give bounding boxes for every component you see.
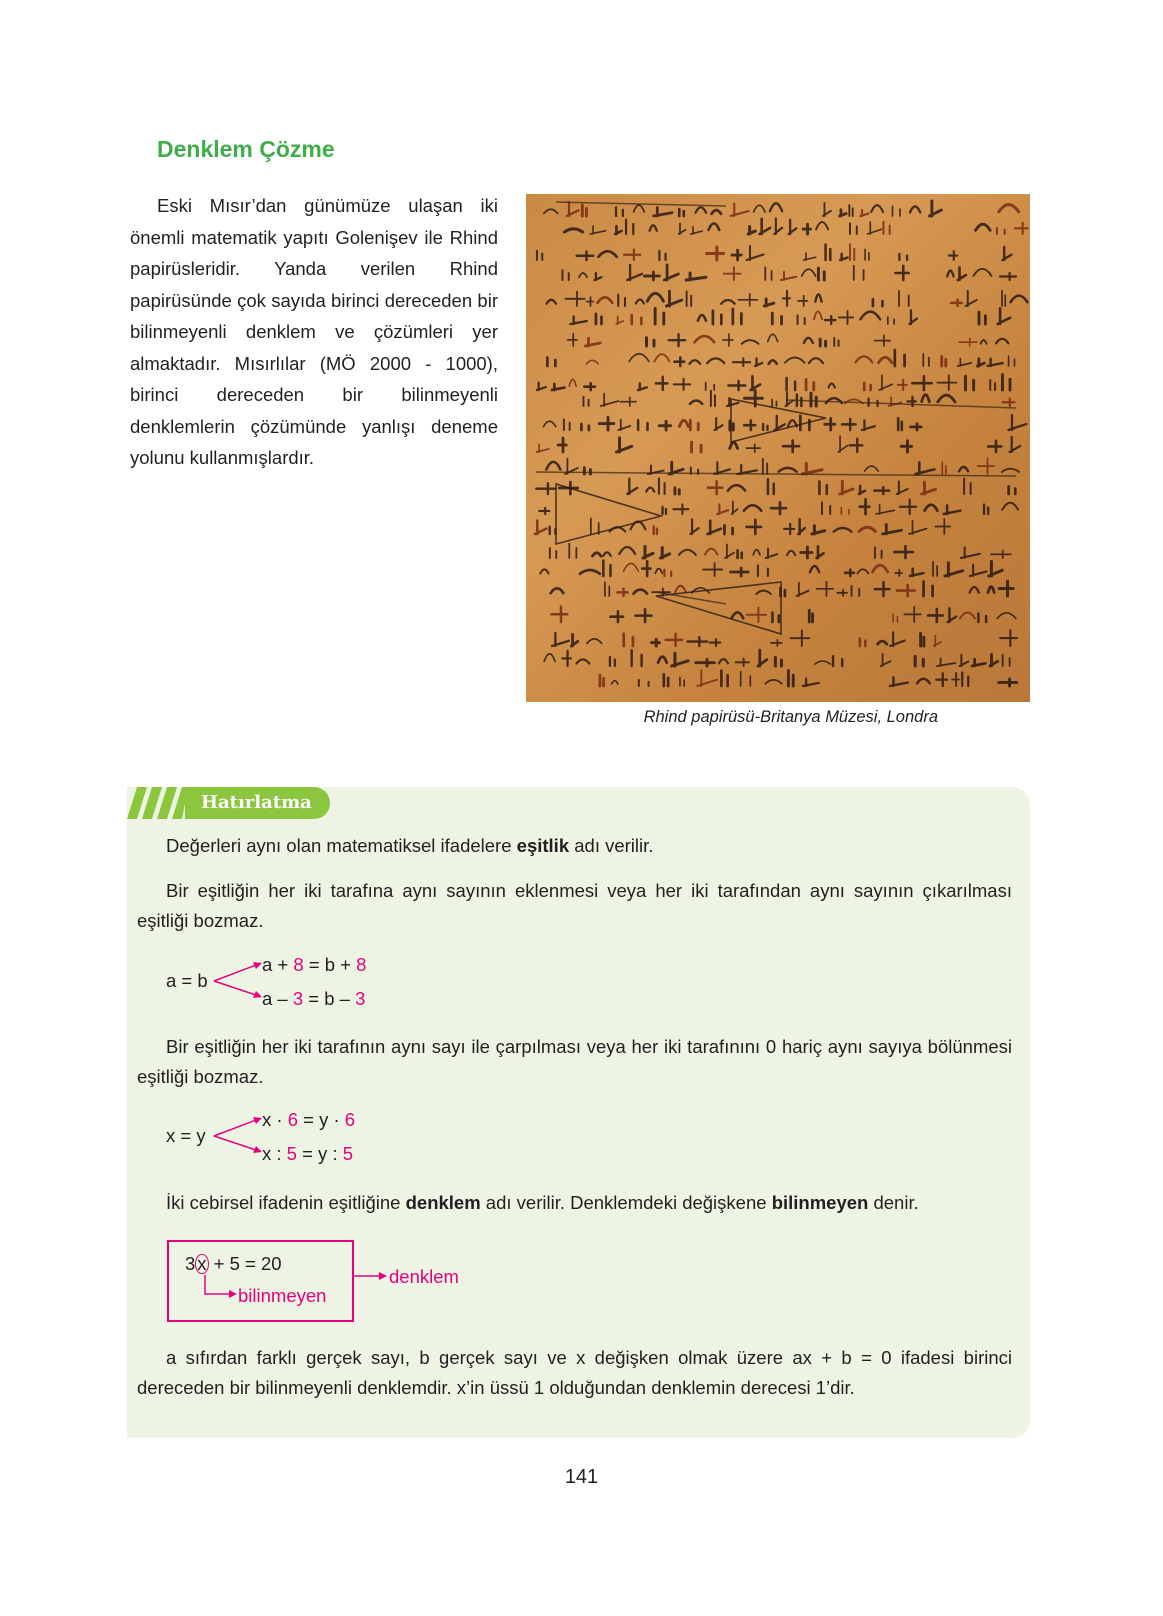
reminder-label: Hatırlatma	[185, 787, 330, 819]
example2-branch-arrows	[212, 1111, 264, 1159]
reminder-paragraph-definition: İki cebirsel ifadenin eşitliğine denklem adı verilir. Denklemdeki değişkene bilinmeyen denir.	[166, 1192, 919, 1213]
equation-variable: x	[197, 1253, 207, 1274]
example1-source: a = b	[166, 970, 208, 991]
equation-label: denklem	[389, 1266, 459, 1287]
unknown-label: bilinmeyen	[238, 1285, 327, 1306]
reminder-paragraph-add-subtract: Bir eşitliğin her iki tarafına aynı sayının eklenmesi veya her iki tarafından aynı sayının çıkarılması eşitliği bozmaz.	[137, 880, 1012, 931]
example2-multiplication: x · 6 = y · 6	[262, 1109, 356, 1130]
section-title: Denklem Çözme	[157, 136, 335, 162]
papyrus-hieratic-marks	[526, 194, 1030, 702]
equation-text: 3 x + 5 = 20	[185, 1253, 282, 1274]
example2-division: x : 5 = y : 5	[262, 1143, 354, 1164]
image-caption: Rhind papirüsü-Britanya Müzesi, Londra	[643, 708, 938, 726]
example1-branch-arrows	[212, 956, 264, 1004]
reminder-stripes	[127, 787, 187, 819]
example1-addition: a + 8 = b + 8	[262, 954, 367, 975]
unknown-pointer-arrow	[200, 1274, 240, 1302]
rhind-papyrus-image	[526, 194, 1030, 702]
equation-pointer-arrow	[354, 1270, 388, 1282]
example2-source: x = y	[166, 1125, 206, 1146]
reminder-paragraph-linear-equation: a sıfırdan farklı gerçek sayı, b gerçek sayı ve x değişken olmak üzere ax + b = 0 ifadesi birinci dereceden bir bilinmeyenli denklemdir. x’in üssü 1 olduğundan denklemin derecesi 1’dir.	[137, 1347, 1012, 1398]
intro-paragraph: Eski Mısır’dan günümüze ulaşan iki önemli matematik yapıtı Golenişev ile Rhind papirüsleridir. Yanda verilen Rhind papirüsünde çok sayıda birinci dereceden bir bilinmeyenli denklem ve çözümleri yer almaktadır. Mısırlılar (MÖ 2000 - 1000), birinci dereceden bir bilinmeyenli denklemlerin çözümünde yanlışı deneme yolunu kullanmışlardır.	[130, 195, 498, 468]
example1-subtraction: a – 3 = b – 3	[262, 988, 366, 1009]
page-number: 141	[564, 1466, 599, 1488]
reminder-paragraph-multiply-divide: Bir eşitliğin her iki tarafının aynı sayı ile çarpılması veya her iki tarafınını 0 hariç aynı sayıya bölünmesi eşitliği bozmaz.	[137, 1036, 1012, 1087]
reminder-paragraph-equality: Değerleri aynı olan matematiksel ifadelere eşitlik adı verilir.	[166, 835, 654, 856]
